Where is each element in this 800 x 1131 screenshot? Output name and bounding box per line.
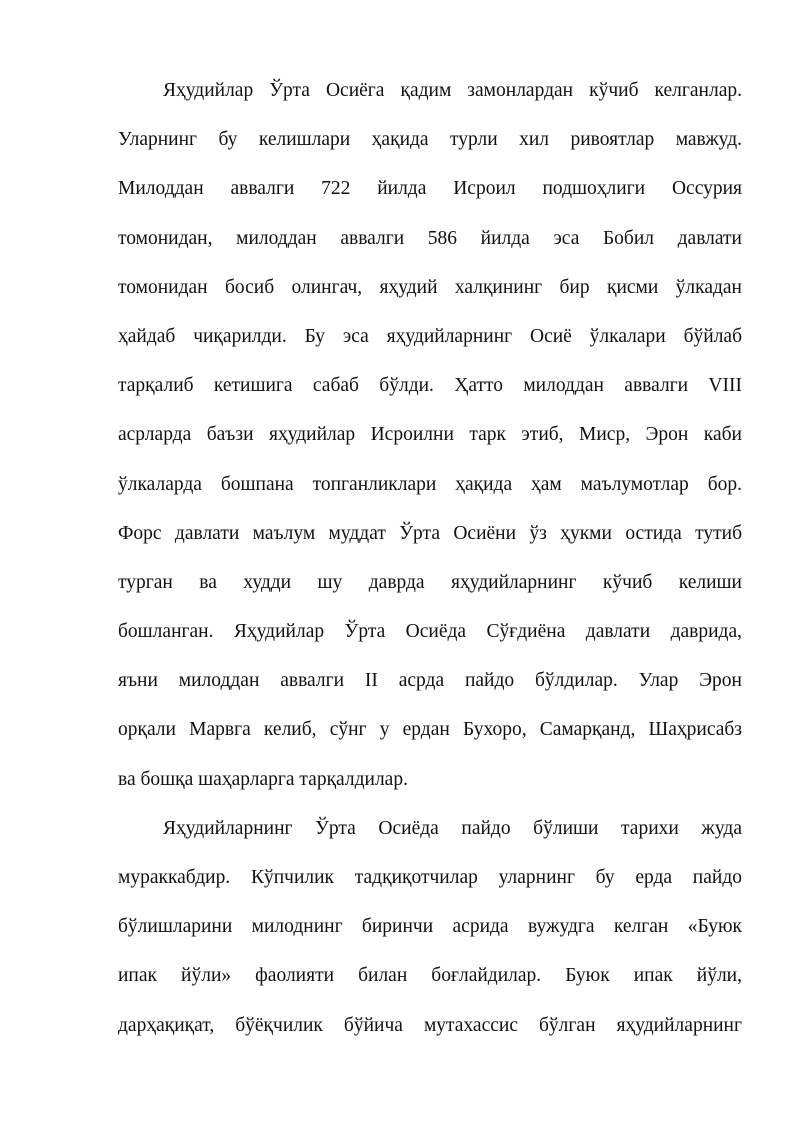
text-line: томонидан босиб олингач, яҳудий халқининг бир қисми ўлкадан xyxy=(118,276,742,298)
text-line: Яҳудийларнинг Ўрта Осиёда пайдо бўлиши тарихи жуда xyxy=(163,817,742,839)
text-line: асрларда баъзи яҳудийлар Исроилни тарк этиб, Миср, Эрон каби xyxy=(118,424,742,446)
document-body xyxy=(118,66,742,1050)
paragraph-2 xyxy=(118,804,742,1050)
paragraph-1 xyxy=(118,66,742,804)
text-line: Уларнинг бу келишлари ҳақида турли хил ривоятлар мавжуд. xyxy=(118,129,742,151)
text-line: Яҳудийлар Ўрта Осиёга қадим замонлардан кўчиб келганлар. xyxy=(163,80,742,101)
text-line: томонидан, милоддан аввалги 586 йилда эса Бобил давлати xyxy=(118,227,742,249)
text-line: орқали Марвга келиб, сўнг у ердан Бухоро, Самарқанд, Шаҳрисабз xyxy=(118,719,742,741)
text-line: мураккабдир. Кўпчилик тадқиқотчилар уларнинг бу ерда пайдо xyxy=(118,867,742,888)
text-line: ва бошқа шаҳарларга тарқалдилар. xyxy=(118,768,408,790)
text-line: яъни милоддан аввалги II асрда пайдо бўлдилар. Улар Эрон xyxy=(118,670,742,692)
text-line: дарҳақиқат, бўёқчилик бўйича мутахассис бўлган яҳудийларнинг xyxy=(118,1014,742,1036)
text-line: Форс давлати маълум муддат Ўрта Осиёни ўз ҳукми остида тутиб xyxy=(118,522,742,544)
text-line: тарқалиб кетишига сабаб бўлди. Ҳатто милоддан аввалги VIII xyxy=(118,375,742,397)
text-line: ҳайдаб чиқарилди. Бу эса яҳудийларнинг Осиё ўлкалари бўйлаб xyxy=(118,325,742,347)
text-line: ўлкаларда бошпана топганликлари ҳақида ҳам маълумотлар бор. xyxy=(118,473,742,495)
text-line: Милоддан аввалги 722 йилда Исроил подшоҳлиги Оссурия xyxy=(118,178,742,200)
text-line: бошланган. Яҳудийлар Ўрта Осиёда Сўғдиёна давлати даврида, xyxy=(118,621,742,643)
text-line: бўлишларини милоднинг биринчи асрида вужудга келган «Буюк xyxy=(118,916,742,938)
text-line: турган ва худди шу даврда яҳудийларнинг кўчиб келиши xyxy=(118,571,742,593)
text-line: ипак йўли» фаолияти билан боғлайдилар. Буюк ипак йўли, xyxy=(118,965,742,987)
